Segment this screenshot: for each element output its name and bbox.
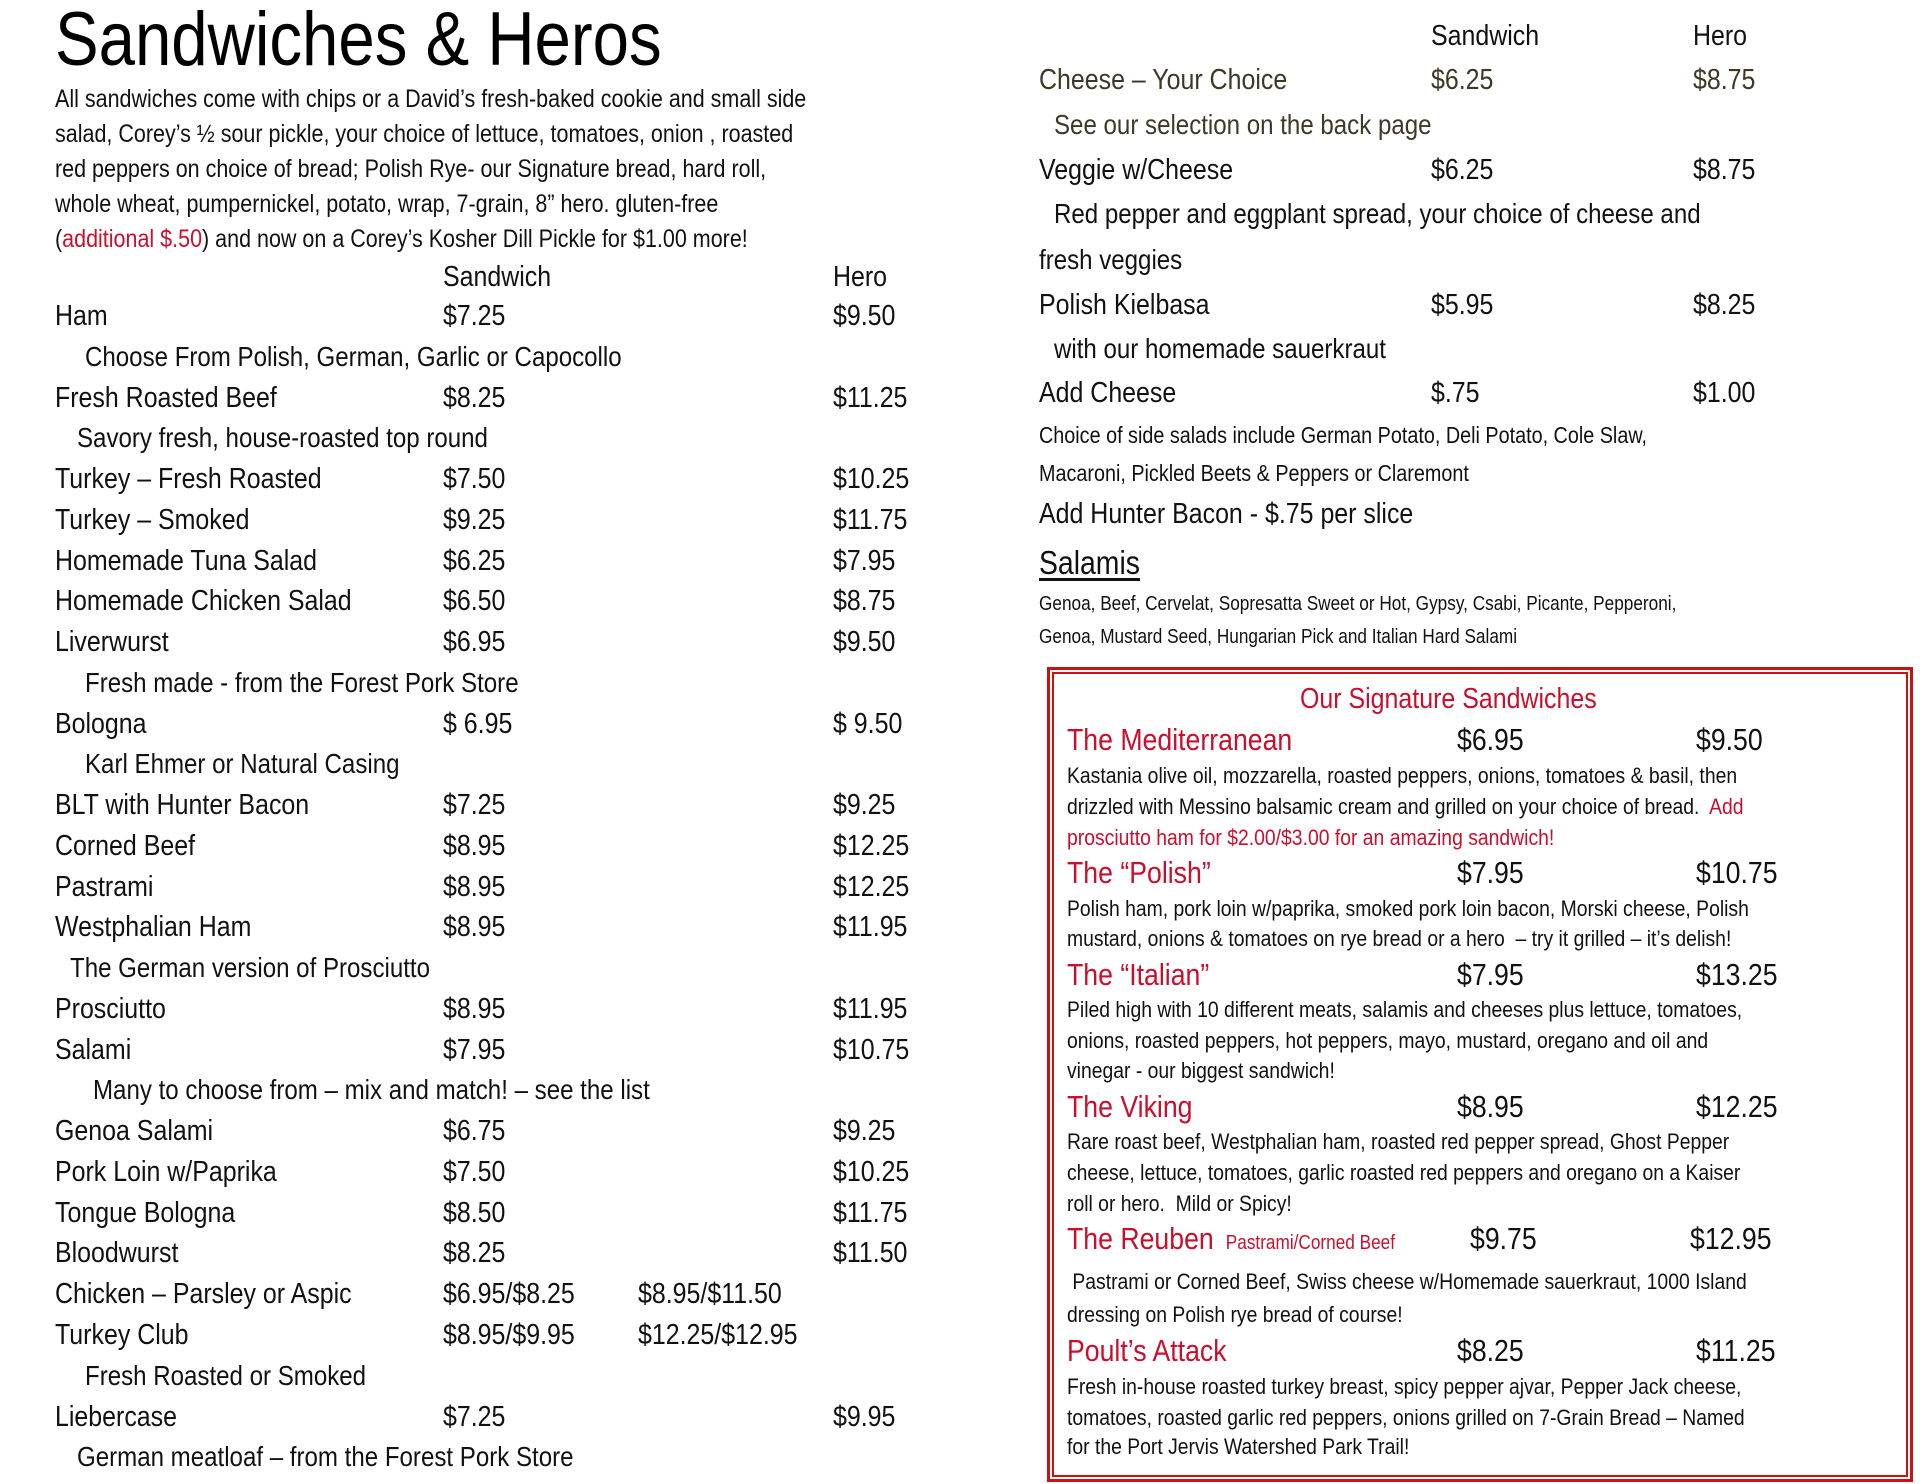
item-note: German meatloaf – from the Forest Pork Store (77, 1441, 574, 1472)
sandwich-price: $8.25 (1457, 1333, 1524, 1368)
sandwich-price: $9.25 (443, 504, 506, 536)
description-text: onions, roasted peppers, hot peppers, mayo, mustard, oregano and oil and (1067, 1028, 1709, 1053)
description-text: mustard, onions & tomatoes on rye bread or a hero – try it grilled – it’s delish! (1067, 926, 1732, 951)
hero-price: $7.95 (833, 545, 896, 577)
item-name-text: The “Polish” (1067, 855, 1211, 890)
hero-price: $9.50 (833, 626, 896, 658)
item-note: Many to choose from – mix and match! – see the list (93, 1074, 650, 1105)
hero-price: $12.25/$12.95 (638, 1319, 798, 1351)
item-name-text: The “Italian” (1067, 957, 1210, 992)
description-text: Kastania olive oil, mozzarella, roasted peppers, onions, tomatoes & basil, then (1067, 763, 1738, 788)
item-note: See our selection on the back page (1054, 109, 1432, 140)
item-name: Ham (55, 300, 108, 332)
right-col-header-sandwich: Sandwich (1431, 20, 1540, 52)
item-name: Genoa Salami (55, 1115, 214, 1147)
signature-item-name (1067, 722, 1292, 758)
item-description (1067, 1268, 1747, 1296)
side-salads-note: Macaroni, Pickled Beets & Peppers or Claremont (1039, 460, 1469, 486)
description-text: vinegar - our biggest sandwich! (1067, 1058, 1335, 1083)
item-name: BLT with Hunter Bacon (55, 789, 310, 821)
intro-line: red peppers on choice of bread; Polish Rye- our Signature bread, hard roll, (55, 155, 767, 183)
item-name-text: The Viking (1067, 1089, 1193, 1124)
item-name: Cheese – Your Choice (1039, 64, 1288, 96)
sandwich-price: $6.95/$8.25 (443, 1278, 575, 1310)
hero-price: $10.75 (1696, 855, 1778, 890)
sandwich-price: $7.50 (443, 463, 506, 495)
signature-item-name (1067, 1221, 1395, 1261)
salamis-list: Genoa, Beef, Cervelat, Sopresatta Sweet or Hot, Gypsy, Csabi, Picante, Pepperoni, (1039, 593, 1677, 615)
intro-line: All sandwiches come with chips or a David’s fresh-baked cookie and small side (55, 85, 807, 113)
item-note: The German version of Prosciutto (70, 952, 431, 983)
item-name: Westphalian Ham (55, 911, 252, 943)
sandwich-price: $8.25 (443, 382, 506, 414)
item-name-text: The Reuben (1067, 1221, 1214, 1256)
hero-price: $11.95 (833, 993, 908, 1025)
description-text: drizzled with Messino balsamic cream and grilled on your choice of bread. (1067, 794, 1710, 819)
sandwich-price: $8.95 (443, 830, 506, 862)
item-note: Red pepper and eggplant spread, your choice of cheese and (1054, 198, 1701, 229)
side-salads-note: Choice of side salads include German Potato, Deli Potato, Cole Slaw, (1039, 422, 1648, 448)
hero-price: $11.25 (1696, 1333, 1776, 1368)
salamis-heading: Salamis (1039, 544, 1140, 581)
sandwich-price: $7.95 (1457, 855, 1524, 890)
hero-price: $8.25 (1693, 289, 1756, 321)
salamis-list: Genoa, Mustard Seed, Hungarian Pick and Italian Hard Salami (1039, 626, 1518, 648)
item-name: Bloodwurst (55, 1237, 179, 1269)
item-description (1067, 1057, 1335, 1085)
hero-price: $11.95 (833, 911, 908, 943)
hero-price: $9.25 (833, 1115, 896, 1147)
signature-item-name (1067, 855, 1211, 891)
item-note: Karl Ehmer or Natural Casing (85, 748, 400, 779)
signature-item-name (1067, 1333, 1227, 1369)
hero-price: $1.00 (1693, 377, 1756, 409)
item-name: Polish Kielbasa (1039, 289, 1210, 321)
sandwich-price: $9.75 (1470, 1221, 1537, 1256)
hero-price: $9.95 (833, 1401, 896, 1433)
intro-line: salad, Corey’s ½ sour pickle, your choice of lettuce, tomatoes, onion , roasted (55, 120, 794, 148)
item-name: Veggie w/Cheese (1039, 154, 1234, 186)
description-text: Pastrami or Corned Beef, Swiss cheese w/Homemade sauerkraut, 1000 Island (1067, 1269, 1747, 1294)
description-text: for the Port Jervis Watershed Park Trail! (1067, 1434, 1410, 1459)
item-name: Pastrami (55, 871, 154, 903)
right-col-header-hero: Hero (1693, 20, 1748, 52)
description-text: cheese, lettuce, tomatoes, garlic roasted red peppers and oregano on a Kaiser (1067, 1160, 1741, 1185)
add-bacon-note: Add Hunter Bacon - $.75 per slice (1039, 498, 1414, 530)
hero-price: $11.50 (833, 1237, 908, 1269)
item-name: Liebercase (55, 1401, 178, 1433)
item-subtitle: Pastrami/Corned Beef (1225, 1232, 1395, 1254)
item-name: Add Cheese (1039, 377, 1177, 409)
hero-price: $9.50 (833, 300, 896, 332)
sandwich-price: $7.25 (443, 789, 506, 821)
item-name: Pork Loin w/Paprika (55, 1156, 277, 1188)
item-name: Corned Beef (55, 830, 196, 862)
sandwich-price: $8.95 (443, 993, 506, 1025)
hero-price: $13.25 (1696, 957, 1778, 992)
sandwich-price: $6.75 (443, 1115, 506, 1147)
item-description (1067, 1159, 1740, 1187)
item-name: Homemade Chicken Salad (55, 585, 352, 617)
item-description (1067, 996, 1742, 1024)
sandwich-price: $8.95 (443, 871, 506, 903)
item-description (1067, 1128, 1729, 1156)
hero-price: $11.75 (833, 504, 908, 536)
sandwich-price: $8.95/$9.95 (443, 1319, 575, 1351)
description-text: roll or hero. Mild or Spicy! (1067, 1191, 1292, 1216)
item-description (1067, 1027, 1708, 1055)
item-name: Prosciutto (55, 993, 166, 1025)
item-note: Fresh Roasted or Smoked (85, 1360, 367, 1391)
left-col-header-sandwich: Sandwich (443, 261, 552, 293)
hero-price: $10.75 (833, 1034, 910, 1066)
item-note: fresh veggies (1039, 244, 1183, 275)
item-name: Chicken – Parsley or Aspic (55, 1278, 352, 1310)
item-name-text: Poult’s Attack (1067, 1333, 1227, 1368)
hero-price: $8.75 (1693, 64, 1756, 96)
sandwich-price: $7.25 (443, 300, 506, 332)
hero-price: $12.95 (1690, 1221, 1772, 1256)
item-name: Fresh Roasted Beef (55, 382, 277, 414)
sandwich-price: $8.95 (1457, 1089, 1524, 1124)
hero-price: $8.75 (833, 585, 896, 617)
item-description (1067, 925, 1731, 953)
item-name: Turkey – Fresh Roasted (55, 463, 322, 495)
sandwich-price: $7.50 (443, 1156, 506, 1188)
sandwich-price: $.75 (1431, 377, 1480, 409)
hero-price: $10.25 (833, 1156, 910, 1188)
paren: ( (55, 225, 63, 253)
item-note: Fresh made - from the Forest Pork Store (85, 667, 519, 698)
signature-item-name (1067, 1089, 1192, 1125)
item-description (1067, 1433, 1409, 1461)
item-note: with our homemade sauerkraut (1054, 333, 1386, 364)
sandwich-price: $6.25 (1431, 154, 1494, 186)
signature-item-name (1067, 957, 1209, 993)
sandwich-price: $7.25 (443, 1401, 506, 1433)
left-col-header-hero: Hero (833, 261, 888, 293)
page-title: Sandwiches & Heros (55, 0, 662, 82)
item-note: Savory fresh, house-roasted top round (77, 422, 488, 453)
item-name: Turkey – Smoked (55, 504, 250, 536)
item-description (1067, 762, 1737, 790)
sandwich-price: $8.50 (443, 1197, 506, 1229)
sandwich-price: $6.95 (443, 626, 506, 658)
hero-price: $12.25 (1696, 1089, 1778, 1124)
gluten-free-surcharge: additional $.50 (62, 225, 203, 253)
sandwich-price: $7.95 (1457, 957, 1524, 992)
sandwich-price: $6.95 (1457, 722, 1524, 757)
description-text: tomatoes, roasted garlic red peppers, onions grilled on 7-Grain Bread – Named (1067, 1405, 1745, 1430)
sandwich-price: $ 6.95 (443, 708, 513, 740)
item-name: Bologna (55, 708, 147, 740)
item-description (1067, 793, 1744, 821)
hero-price: $8.95/$11.50 (638, 1278, 782, 1310)
description-text: Fresh in-house roasted turkey breast, spicy pepper ajvar, Pepper Jack cheese, (1067, 1374, 1742, 1399)
item-name: Homemade Tuna Salad (55, 545, 318, 577)
add-on-text: Add (1709, 794, 1744, 819)
hero-price: $12.25 (833, 830, 910, 862)
item-name: Tongue Bologna (55, 1197, 236, 1229)
sandwich-price: $6.50 (443, 585, 506, 617)
hero-price: $11.25 (833, 382, 908, 414)
intro-line: whole wheat, pumpernickel, potato, wrap, 7-grain, 8” hero. gluten-free (55, 190, 719, 218)
intro-line (55, 224, 748, 254)
sandwich-price: $6.25 (1431, 64, 1494, 96)
item-description (1067, 895, 1749, 923)
hero-price: $11.75 (833, 1197, 908, 1229)
item-name: Liverwurst (55, 626, 169, 658)
sandwich-price: $6.25 (443, 545, 506, 577)
item-name: Turkey Club (55, 1319, 189, 1351)
sandwich-price: $5.95 (1431, 289, 1494, 321)
hero-price: $8.75 (1693, 154, 1756, 186)
description-text: dressing on Polish rye bread of course! (1067, 1302, 1403, 1327)
item-name-text: The Mediterranean (1067, 722, 1293, 757)
description-text: Rare roast beef, Westphalian ham, roasted red pepper spread, Ghost Pepper (1067, 1129, 1730, 1154)
sandwich-price: $8.25 (443, 1237, 506, 1269)
item-note: Choose From Polish, German, Garlic or Capocollo (85, 341, 622, 372)
item-description (1067, 1301, 1403, 1329)
item-description (1067, 1373, 1741, 1401)
sandwich-price: $8.95 (443, 911, 506, 943)
description-text: Polish ham, pork loin w/paprika, smoked pork loin bacon, Morski cheese, Polish (1067, 896, 1749, 921)
hero-price: $12.25 (833, 871, 910, 903)
description-text: Piled high with 10 different meats, salamis and cheeses plus lettuce, tomatoes, (1067, 997, 1743, 1022)
sandwich-price: $7.95 (443, 1034, 506, 1066)
item-name: Salami (55, 1034, 132, 1066)
hero-price: $10.25 (833, 463, 910, 495)
item-description (1067, 1404, 1745, 1432)
add-on-text: prosciutto ham for $2.00/$3.00 for an amazing sandwich! (1067, 825, 1555, 850)
intro-line-rest: ) and now on a Corey’s Kosher Dill Pickle for $1.00 more! (202, 225, 748, 253)
signature-title: Our Signature Sandwiches (1300, 683, 1597, 715)
item-description (1067, 1190, 1292, 1218)
hero-price: $9.25 (833, 789, 896, 821)
hero-price: $9.50 (1696, 722, 1763, 757)
hero-price: $ 9.50 (833, 708, 903, 740)
